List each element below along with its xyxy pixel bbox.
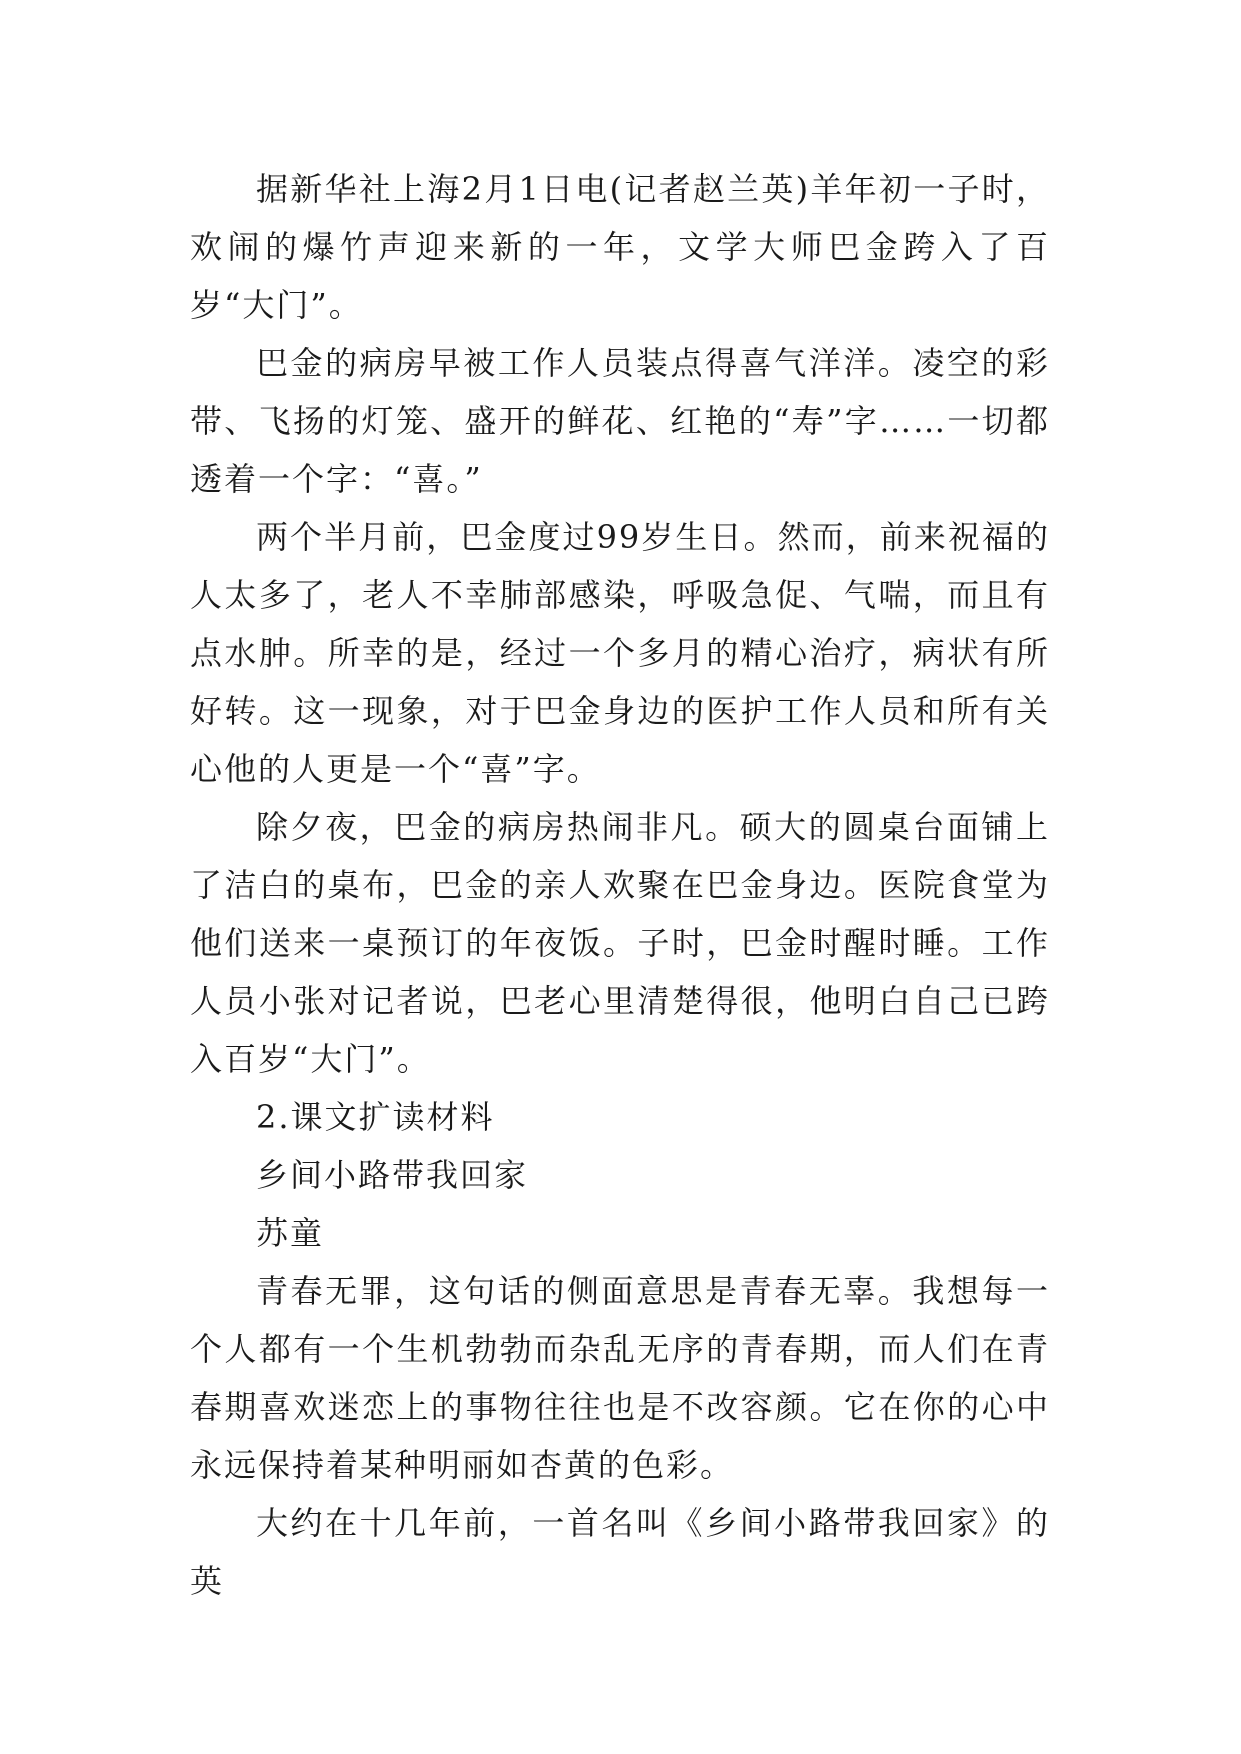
news-paragraph-2: 巴金的病房早被工作人员装点得喜气洋洋。凌空的彩带、飞扬的灯笼、盛开的鲜花、红艳的“寿”字……一切都透着一个字：“喜。” bbox=[190, 344, 1050, 498]
news-paragraph-3: 两个半月前，巴金度过99岁生日。然而，前来祝福的人太多了，老人不幸肺部感染，呼吸急促、气喘，而且有点水肿。所幸的是，经过一个多月的精心治疗，病状有所好转。这一现象，对于巴金身边的医护工作人员和所有关心他的人更是一个“喜”字。 bbox=[190, 518, 1050, 788]
article-title: 乡间小路带我回家 bbox=[256, 1156, 529, 1194]
article-author: 苏童 bbox=[256, 1214, 325, 1252]
article-paragraph-1: 青春无罪，这句话的侧面意思是青春无辜。我想每一个人都有一个生机勃勃而杂乱无序的青春期，而人们在青春期喜欢迷恋上的事物往往也是不改容颜。它在你的心中永远保持着某种明丽如杏黄的色彩。 bbox=[190, 1272, 1050, 1484]
article-paragraph-2: 大约在十几年前，一首名叫《乡间小路带我回家》的英 bbox=[190, 1504, 1050, 1600]
news-paragraph-4: 除夕夜，巴金的病房热闹非凡。硕大的圆桌台面铺上了洁白的桌布，巴金的亲人欢聚在巴金身边。医院食堂为他们送来一桌预订的年夜饭。子时，巴金时醒时睡。工作人员小张对记者说，巴老心里清楚得很，他明白自己已跨入百岁“大门”。 bbox=[190, 808, 1050, 1078]
news-paragraph-1: 据新华社上海2月1日电(记者赵兰英)羊年初一子时，欢闹的爆竹声迎来新的一年，文学大师巴金跨入了百岁“大门”。 bbox=[190, 170, 1050, 324]
document-page bbox=[190, 160, 1050, 1610]
section-heading: 2.课文扩读材料 bbox=[256, 1098, 495, 1136]
